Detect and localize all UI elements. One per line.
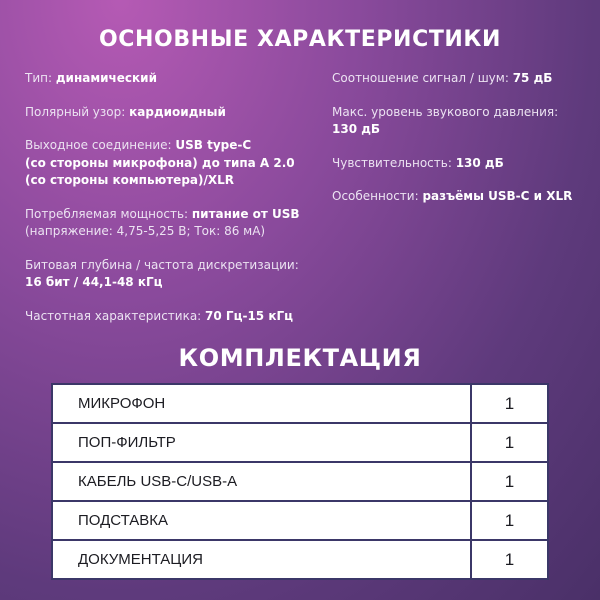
spec-output-connection <box>25 137 325 190</box>
spec-snr <box>332 70 592 88</box>
spec-polar-pattern <box>25 104 325 122</box>
spec-value: динамический <box>55 71 157 85</box>
spec-label: Битовая глубина / частота дискретизации: <box>25 257 299 272</box>
spec-label: Соотношение сигнал / шум: <box>332 71 513 85</box>
spec-value: разъёмы USB-C и XLR <box>422 189 573 203</box>
spec-value: 16 бит / 44,1-48 кГц <box>25 275 163 289</box>
spec-label: Выходное соединение: <box>25 138 176 152</box>
spec-power <box>25 206 325 241</box>
kit-item-qty: 1 <box>471 423 548 462</box>
kit-item-qty: 1 <box>471 462 548 501</box>
spec-value: 75 дБ <box>512 71 553 85</box>
spec-value: USB type-C (со стороны микрофона) до типа А 2.0 (со стороны компьютера)/XLR <box>25 138 295 187</box>
spec-value: 130 дБ <box>332 122 381 136</box>
table-row <box>52 462 548 501</box>
spec-label: Макс. уровень звукового давления: <box>332 104 559 119</box>
spec-label: Частотная характеристика: <box>25 308 206 323</box>
spec-label: Тип: <box>25 71 56 85</box>
kit-item-name: МИКРОФОН <box>52 384 471 423</box>
table-row <box>52 540 548 579</box>
kit-item-name: ДОКУМЕНТАЦИЯ <box>52 540 471 579</box>
specs-left-column <box>25 70 325 341</box>
kit-item-qty: 1 <box>471 501 548 540</box>
specs-right-column <box>332 70 592 222</box>
spec-bit-depth <box>25 257 325 292</box>
kit-section-title: КОМПЛЕКТАЦИЯ <box>178 344 422 372</box>
spec-features <box>332 188 592 206</box>
kit-item-name: ПОП-ФИЛЬТР <box>52 423 471 462</box>
spec-value: питание от USB <box>191 206 300 221</box>
table-row <box>52 423 548 462</box>
spec-note: (напряжение: 4,75-5,25 В; Ток: 86 мА) <box>25 224 266 238</box>
spec-value: 130 дБ <box>455 155 504 170</box>
spec-value: кардиоидный <box>129 104 226 119</box>
kit-item-name: КАБЕЛЬ USB-C/USB-A <box>52 462 471 501</box>
page-title: ОСНОВНЫЕ ХАРАКТЕРИСТИКИ <box>98 27 502 52</box>
kit-table <box>51 383 549 580</box>
kit-item-qty: 1 <box>471 540 548 579</box>
spec-value: 70 Гц-15 кГц <box>205 308 294 323</box>
kit-item-qty: 1 <box>471 384 548 423</box>
table-row <box>52 384 548 423</box>
spec-label: Чувствительность: <box>332 155 456 170</box>
spec-label: Потребляемая мощность: <box>25 206 192 221</box>
spec-label: Полярный узор: <box>25 104 130 119</box>
kit-item-name: ПОДСТАВКА <box>52 501 471 540</box>
table-row <box>52 501 548 540</box>
spec-max-spl <box>332 104 592 139</box>
spec-label: Особенности: <box>332 189 423 203</box>
spec-frequency-response <box>25 308 325 326</box>
spec-sensitivity <box>332 155 592 173</box>
spec-type <box>25 70 325 88</box>
